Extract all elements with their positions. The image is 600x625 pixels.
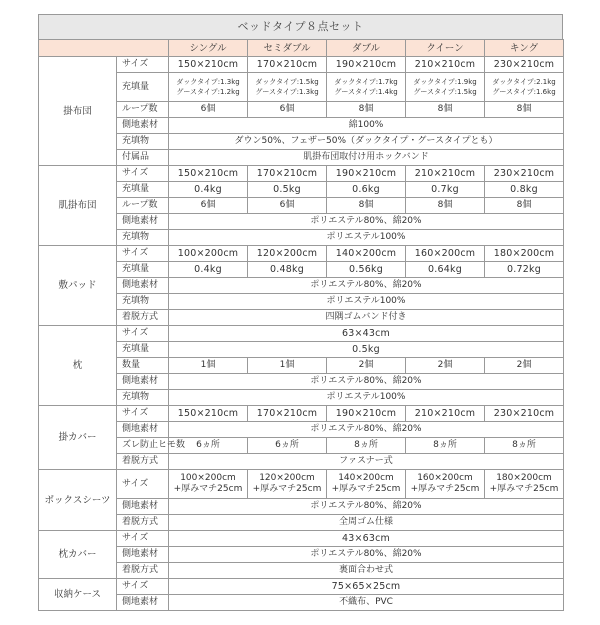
row-label: 充填量 (117, 73, 169, 102)
value-line: グースタイプ:1.3kg (255, 88, 319, 96)
table-row (39, 118, 564, 134)
value-cell: 160×200cm (406, 246, 485, 262)
spanned-value: ポリエステル80%、綿20% (169, 422, 564, 438)
value-cell (169, 470, 248, 499)
value-cell: 6個 (169, 198, 248, 214)
value-line: ダックタイプ:2.1kg (492, 78, 556, 86)
row-label: 充填量 (117, 182, 169, 198)
row-label: 着脱方式 (117, 310, 169, 326)
value-cell: 0.4kg (169, 262, 248, 278)
table-row (39, 595, 564, 611)
value-line: 160×200cm (417, 473, 473, 483)
value-cell: 210×210cm (406, 406, 485, 422)
value-cell: 170×210cm (248, 166, 327, 182)
row-label: 側地素材 (117, 499, 169, 515)
table-row (39, 579, 564, 595)
spanned-value: ファスナー式 (169, 454, 564, 470)
value-cell: 6個 (169, 102, 248, 118)
value-line: グースタイプ:1.6kg (492, 88, 556, 96)
value-cell (327, 73, 406, 102)
row-label: 側地素材 (117, 422, 169, 438)
table-row (39, 246, 564, 262)
value-cell: 8個 (406, 198, 485, 214)
row-label: サイズ (117, 166, 169, 182)
value-cell: 190×210cm (327, 406, 406, 422)
row-label: 充填物 (117, 390, 169, 406)
value-cell: 8個 (485, 102, 564, 118)
value-cell: 8ヵ所 (485, 438, 564, 454)
row-label: 側地素材 (117, 374, 169, 390)
spanned-value: ポリエステル100% (169, 390, 564, 406)
spanned-value: 不織布、PVC (169, 595, 564, 611)
table-row (39, 454, 564, 470)
value-cell: 6ヵ所 (248, 438, 327, 454)
value-cell: 190×210cm (327, 57, 406, 73)
value-cell: 150×210cm (169, 406, 248, 422)
value-cell: 170×210cm (248, 57, 327, 73)
spanned-value: 綿100% (169, 118, 564, 134)
spanned-value: ポリエステル80%、綿20% (169, 214, 564, 230)
spanned-value: 63×43cm (169, 326, 564, 342)
table-row (39, 134, 564, 150)
table-row (39, 499, 564, 515)
value-cell (485, 73, 564, 102)
category-cell: 敷パッド (39, 246, 117, 326)
table-row (39, 57, 564, 73)
value-line: ダックタイプ:1.3kg (176, 78, 240, 86)
value-cell: 8ヵ所 (406, 438, 485, 454)
table-row (39, 531, 564, 547)
value-cell (406, 470, 485, 499)
spanned-value: ポリエステル100% (169, 230, 564, 246)
table-row (39, 342, 564, 358)
category-cell: 収納ケース (39, 579, 117, 611)
table-row (39, 150, 564, 166)
value-cell (485, 470, 564, 499)
spanned-value: ポリエステル80%、綿20% (169, 547, 564, 563)
spanned-value: 全周ゴム仕様 (169, 515, 564, 531)
category-cell: 掛布団 (39, 57, 117, 166)
value-cell: 0.56kg (327, 262, 406, 278)
row-label: サイズ (117, 406, 169, 422)
value-cell: 0.72kg (485, 262, 564, 278)
spanned-value: ポリエステル80%、綿20% (169, 278, 564, 294)
table-row (39, 563, 564, 579)
category-cell: 枕カバー (39, 531, 117, 579)
table-row (39, 294, 564, 310)
value-cell: 2個 (406, 358, 485, 374)
spanned-value: 肌掛布団取付け用ホックバンド (169, 150, 564, 166)
value-line: 100×200cm (180, 473, 236, 483)
spanned-value: 四隅ゴムバンド付き (169, 310, 564, 326)
value-cell: 180×200cm (485, 246, 564, 262)
category-cell: 肌掛布団 (39, 166, 117, 246)
row-label: 着脱方式 (117, 515, 169, 531)
table-row (39, 358, 564, 374)
table-row (39, 326, 564, 342)
value-line: ダックタイプ:1.9kg (413, 78, 477, 86)
table-row (39, 262, 564, 278)
row-label: 着脱方式 (117, 563, 169, 579)
value-cell: 6個 (248, 102, 327, 118)
row-label: 着脱方式 (117, 454, 169, 470)
spanned-value: ダウン50%、フェザー50%（ダックタイプ・グースタイプとも） (169, 134, 564, 150)
row-label: 側地素材 (117, 547, 169, 563)
table-row (39, 214, 564, 230)
category-cell: 掛カバー (39, 406, 117, 470)
row-label: ズレ防止ヒモ数 (117, 438, 169, 454)
row-label: 充填物 (117, 294, 169, 310)
value-cell: 210×210cm (406, 166, 485, 182)
column-header: ダブル (327, 40, 406, 57)
table-row (39, 515, 564, 531)
value-cell: 0.48kg (248, 262, 327, 278)
value-line: +厚みマチ25cm (252, 484, 322, 494)
value-cell: 230×210cm (485, 57, 564, 73)
value-cell: 1個 (248, 358, 327, 374)
table-row (39, 470, 564, 499)
value-line: +厚みマチ25cm (410, 484, 480, 494)
spec-table (38, 39, 564, 611)
row-label: サイズ (117, 531, 169, 547)
value-line: 120×200cm (259, 473, 315, 483)
table-row (39, 390, 564, 406)
table-row (39, 166, 564, 182)
value-cell: 120×200cm (248, 246, 327, 262)
value-cell: 100×200cm (169, 246, 248, 262)
value-cell: 190×210cm (327, 166, 406, 182)
value-cell: 230×210cm (485, 406, 564, 422)
value-cell: 8個 (406, 102, 485, 118)
row-label: 付属品 (117, 150, 169, 166)
table-row (39, 374, 564, 390)
value-line: ダックタイプ:1.7kg (334, 78, 398, 86)
value-cell: 210×210cm (406, 57, 485, 73)
value-cell: 230×210cm (485, 166, 564, 182)
row-label: サイズ (117, 57, 169, 73)
value-cell: 8個 (327, 198, 406, 214)
value-cell: 0.4kg (169, 182, 248, 198)
header-row (39, 40, 564, 57)
value-cell (248, 73, 327, 102)
table-row (39, 73, 564, 102)
table-row (39, 198, 564, 214)
value-cell: 0.8kg (485, 182, 564, 198)
row-label: サイズ (117, 246, 169, 262)
table-row (39, 406, 564, 422)
row-label: 側地素材 (117, 278, 169, 294)
column-header: セミダブル (248, 40, 327, 57)
table-row (39, 182, 564, 198)
value-cell (169, 73, 248, 102)
value-cell: 8ヵ所 (327, 438, 406, 454)
spanned-value: 0.5kg (169, 342, 564, 358)
table-row (39, 278, 564, 294)
table-row (39, 422, 564, 438)
spanned-value: 43×63cm (169, 531, 564, 547)
spanned-value: ポリエステル80%、綿20% (169, 374, 564, 390)
row-label: 充填量 (117, 342, 169, 358)
value-cell: 8個 (327, 102, 406, 118)
value-cell: 0.6kg (327, 182, 406, 198)
category-cell: 枕 (39, 326, 117, 406)
value-cell: 8個 (485, 198, 564, 214)
value-cell: 2個 (327, 358, 406, 374)
value-line: +厚みマチ25cm (331, 484, 401, 494)
value-cell: 0.7kg (406, 182, 485, 198)
value-line: グースタイプ:1.4kg (334, 88, 398, 96)
value-cell: 170×210cm (248, 406, 327, 422)
column-header: シングル (169, 40, 248, 57)
value-line: +厚みマチ25cm (489, 484, 559, 494)
value-cell (327, 470, 406, 499)
value-cell: 6ヵ所 (169, 438, 248, 454)
value-cell (248, 470, 327, 499)
value-line: グースタイプ:1.5kg (413, 88, 477, 96)
column-header: キング (485, 40, 564, 57)
row-label: ループ数 (117, 198, 169, 214)
row-label: サイズ (117, 470, 169, 499)
spanned-value: 75×65×25cm (169, 579, 564, 595)
row-label: 充填物 (117, 134, 169, 150)
value-cell: 6個 (248, 198, 327, 214)
row-label: 側地素材 (117, 595, 169, 611)
value-cell: 0.5kg (248, 182, 327, 198)
table-row (39, 438, 564, 454)
value-line: ダックタイプ:1.5kg (255, 78, 319, 86)
spanned-value: ポリエステル80%、綿20% (169, 499, 564, 515)
value-cell: 150×210cm (169, 166, 248, 182)
row-label: サイズ (117, 579, 169, 595)
table-row (39, 547, 564, 563)
row-label: 側地素材 (117, 118, 169, 134)
value-line: グースタイプ:1.2kg (176, 88, 240, 96)
spanned-value: ポリエステル100% (169, 294, 564, 310)
row-label: 数量 (117, 358, 169, 374)
value-line: 180×200cm (496, 473, 552, 483)
row-label: 充填物 (117, 230, 169, 246)
category-cell: ボックスシーツ (39, 470, 117, 531)
value-cell: 150×210cm (169, 57, 248, 73)
row-label: 充填量 (117, 262, 169, 278)
spec-table-container (38, 14, 563, 611)
value-cell: 0.64kg (406, 262, 485, 278)
table-row (39, 230, 564, 246)
value-line: +厚みマチ25cm (173, 484, 243, 494)
value-cell: 2個 (485, 358, 564, 374)
row-label: ループ数 (117, 102, 169, 118)
table-title: ベッドタイプ８点セット (38, 14, 563, 39)
value-line: 140×200cm (338, 473, 394, 483)
value-cell: 1個 (169, 358, 248, 374)
value-cell: 140×200cm (327, 246, 406, 262)
value-cell (406, 73, 485, 102)
column-header: クイーン (406, 40, 485, 57)
spanned-value: 裏面合わせ式 (169, 563, 564, 579)
table-row (39, 102, 564, 118)
table-row (39, 310, 564, 326)
row-label: 側地素材 (117, 214, 169, 230)
header-corner (39, 40, 169, 57)
row-label: サイズ (117, 326, 169, 342)
